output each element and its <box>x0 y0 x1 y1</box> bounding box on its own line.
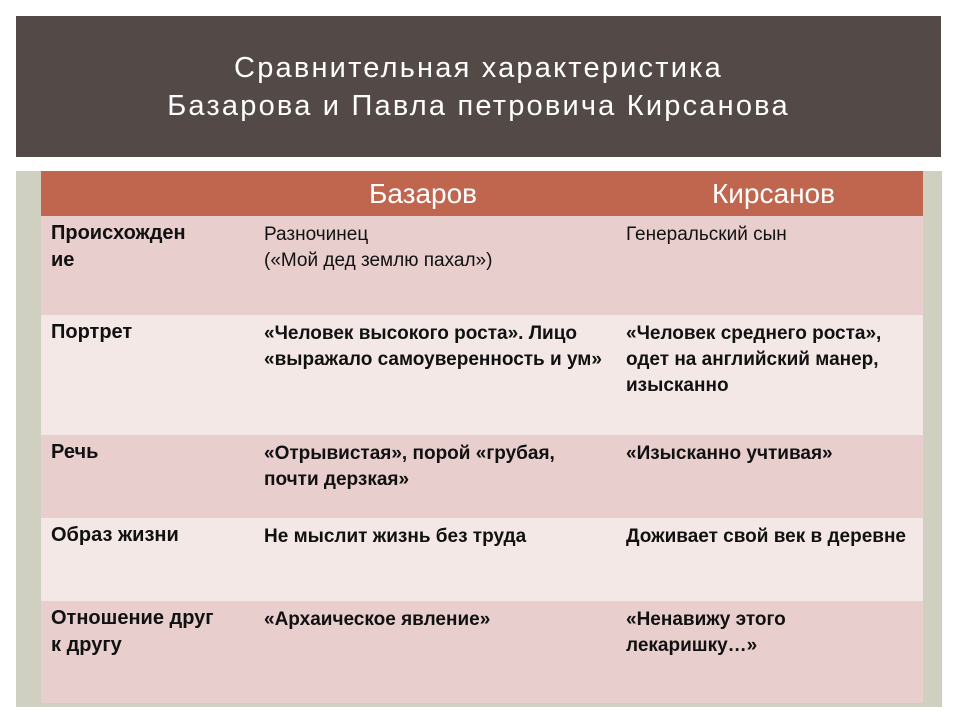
header-empty-cell <box>41 171 252 216</box>
slide-title <box>16 16 941 157</box>
comparison-table <box>41 171 923 703</box>
row-label-part: Происхожден <box>51 222 186 244</box>
header-kirsanov: Кирсанов <box>614 171 923 216</box>
table-row <box>41 518 923 601</box>
row-label: Портрет <box>41 315 252 435</box>
header-bazarov: Базаров <box>252 171 614 216</box>
table-row <box>41 435 923 518</box>
table-row <box>41 216 923 315</box>
cell-text: Разночинец («Мой дед землю пахал») <box>264 224 493 271</box>
bazarov-cell: Не мыслит жизнь без труда <box>252 518 614 601</box>
kirsanov-cell: «Человек среднего роста», одет на английский манер, изысканно <box>614 315 923 435</box>
table-row <box>41 315 923 435</box>
kirsanov-cell <box>614 216 923 315</box>
cell-text: Генеральский сын <box>626 224 787 245</box>
bazarov-cell: «Человек высокого роста». Лицо «выражало самоуверенность и ум» <box>252 315 614 435</box>
row-label: Речь <box>41 435 252 518</box>
table-header-row <box>41 171 923 216</box>
title-line-1: Сравнительная характеристика <box>234 51 723 84</box>
bazarov-cell: «Отрывистая», порой «грубая, почти дерзкая» <box>252 435 614 518</box>
kirsanov-cell: «Изысканно учтивая» <box>614 435 923 518</box>
kirsanov-cell: Доживает свой век в деревне <box>614 518 923 601</box>
bazarov-cell <box>252 216 614 315</box>
table-row <box>41 601 923 703</box>
row-label-part: ие <box>51 249 75 271</box>
bazarov-cell: «Архаическое явление» <box>252 601 614 703</box>
title-line-2: Базарова и Павла петровича Кирсанова <box>167 89 790 122</box>
kirsanov-cell: «Ненавижу этого лекаришку…» <box>614 601 923 703</box>
row-label <box>41 216 252 315</box>
row-label: Образ жизни <box>41 518 252 601</box>
row-label: Отношение друг к другу <box>41 601 252 703</box>
